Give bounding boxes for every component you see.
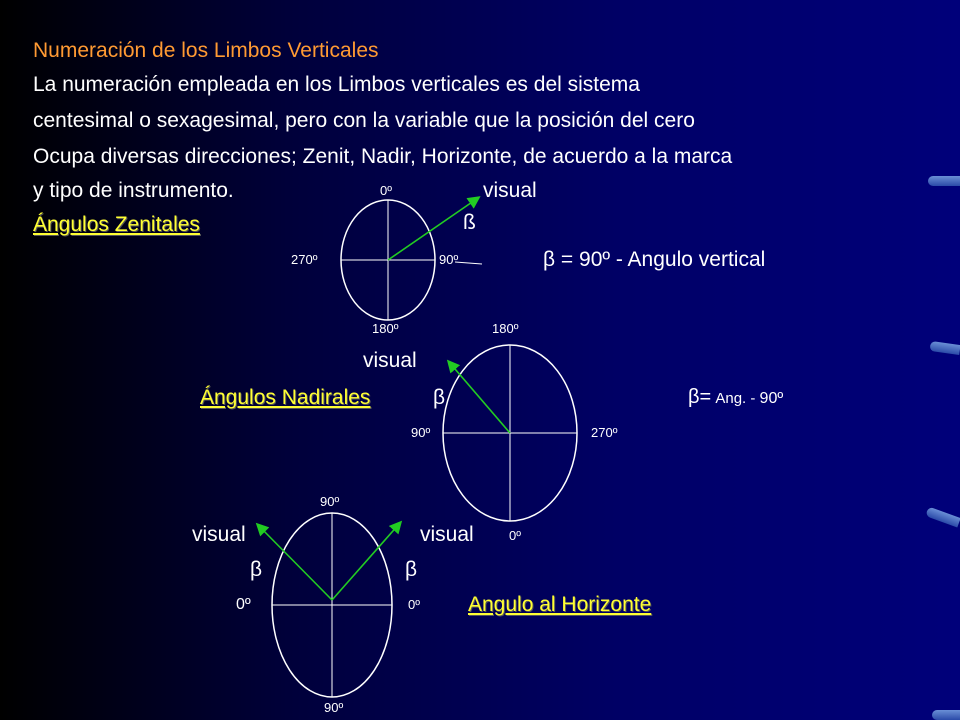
paragraph-line-3: Ocupa diversas direcciones; Zenit, Nadir, Horizonte, de acuerdo a la marca [33, 145, 733, 168]
zenith-label-180: 180º [372, 321, 399, 336]
nadir-label-180: 180º [492, 321, 519, 336]
slide-title: Numeración de los Limbos Verticales [33, 39, 379, 62]
horizon-visual-right: visual [420, 523, 474, 546]
paragraph-line-1: La numeración empleada en los Limbos verticales es del sistema [33, 73, 640, 96]
horizon-label-top: 90º [320, 494, 340, 509]
horizon-beta-right: β [405, 558, 418, 581]
nadir-label-0: 0º [509, 528, 521, 543]
nadir-diagram [443, 345, 577, 521]
horizon-visual-left: visual [192, 523, 246, 546]
paragraph-line-4: y tipo de instrumento. [33, 179, 234, 202]
horizon-diagram [258, 513, 400, 697]
zenith-visual-label: visual [483, 179, 537, 202]
nadir-visual-arrow [449, 362, 510, 433]
nadir-visual-label: visual [363, 349, 417, 372]
zenith-beta: ß [463, 211, 476, 234]
zenith-formula: β = 90º - Angulo vertical [543, 248, 766, 271]
nadir-formula [688, 387, 783, 407]
horizon-visual-arrow-right [332, 523, 400, 600]
zenith-label-0: 0º [380, 183, 392, 198]
nadir-label-90: 90º [411, 425, 431, 440]
zenith-label-270: 270º [291, 252, 318, 267]
decorative-bar-1 [928, 176, 960, 186]
nadir-formula-suffix: 90º [759, 390, 784, 407]
horizon-label-bottom: 90º [324, 700, 344, 715]
horizon-visual-arrow-left [258, 525, 332, 600]
zenith-diagram [341, 198, 482, 320]
nadir-formula-prefix: β= [688, 386, 712, 408]
nadir-beta: β [433, 386, 446, 409]
zenith-heading: Ángulos Zenitales [33, 213, 200, 236]
nadir-formula-small: Ang. - [711, 390, 760, 407]
horizon-label-right: 0º [408, 597, 420, 612]
horizon-beta-left: β [250, 558, 263, 581]
horizon-label-left: 0º [236, 596, 251, 613]
nadir-label-270: 270º [591, 425, 618, 440]
decorative-bar-4 [932, 710, 960, 720]
zenith-label-90: 90º [439, 252, 459, 267]
paragraph-line-2: centesimal o sexagesimal, pero con la variable que la posición del cero [33, 109, 695, 132]
zenith-pointer-line [455, 262, 482, 264]
nadir-heading: Ángulos Nadirales [200, 386, 371, 409]
horizon-heading: Angulo al Horizonte [468, 593, 652, 616]
